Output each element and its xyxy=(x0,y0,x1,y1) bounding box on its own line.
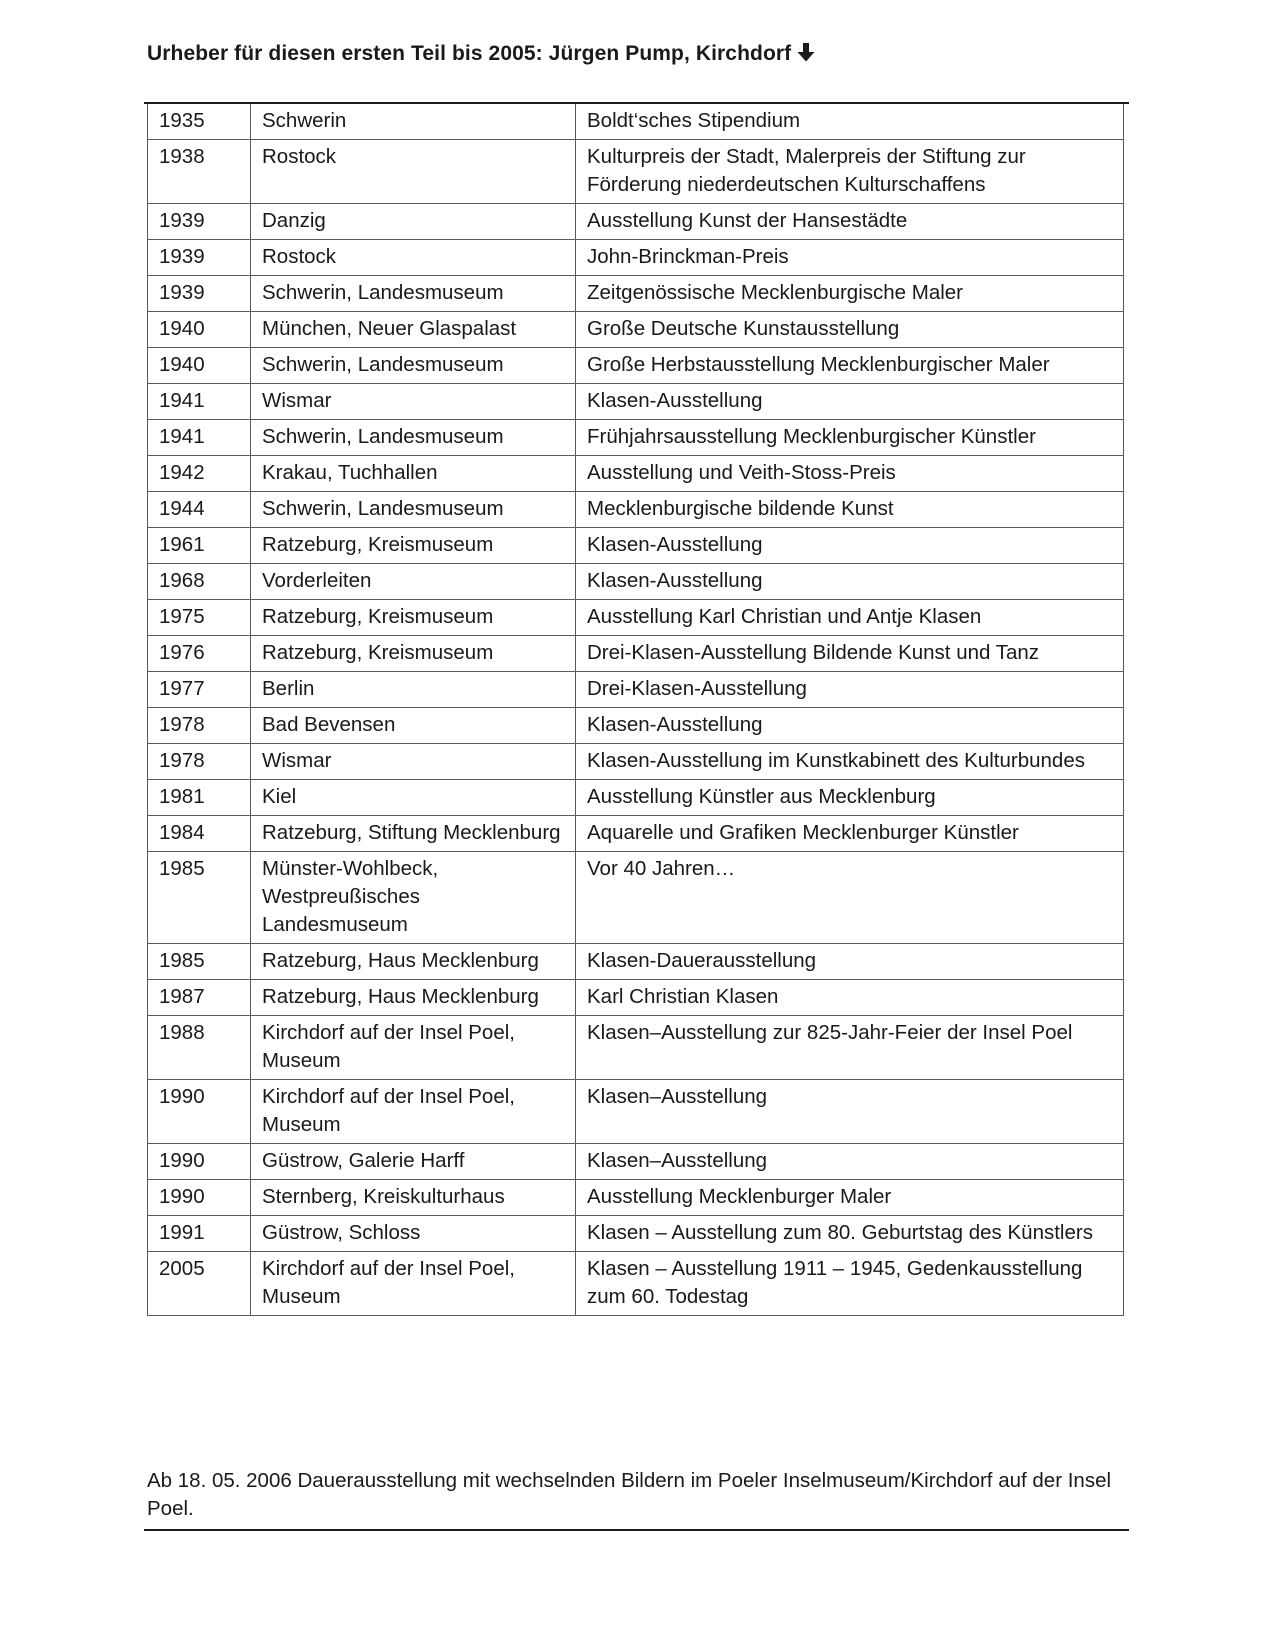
year-cell: 2005 xyxy=(148,1252,251,1316)
bottom-rule xyxy=(144,1529,1129,1531)
year-cell: 1939 xyxy=(148,204,251,240)
event-cell: Große Herbstausstellung Mecklenburgischer Maler xyxy=(576,348,1124,384)
year-cell: 1941 xyxy=(148,420,251,456)
table-row xyxy=(148,744,1124,780)
table-row xyxy=(148,636,1124,672)
year-cell: 1988 xyxy=(148,1016,251,1080)
place-cell: Rostock xyxy=(251,140,576,204)
year-cell: 1942 xyxy=(148,456,251,492)
table-row xyxy=(148,600,1124,636)
place-cell: Krakau, Tuchhallen xyxy=(251,456,576,492)
event-cell: Kulturpreis der Stadt, Malerpreis der Stiftung zur Förderung niederdeutschen Kulturschaffens xyxy=(576,140,1124,204)
event-cell: Aquarelle und Grafiken Mecklenburger Künstler xyxy=(576,816,1124,852)
event-cell: Klasen – Ausstellung 1911 – 1945, Gedenkausstellung zum 60. Todestag xyxy=(576,1252,1124,1316)
year-cell: 1975 xyxy=(148,600,251,636)
arrow-down-icon xyxy=(797,43,815,68)
table-row xyxy=(148,780,1124,816)
place-cell: Schwerin xyxy=(251,104,576,140)
event-cell: Vor 40 Jahren… xyxy=(576,852,1124,944)
footnote: Ab 18. 05. 2006 Dauerausstellung mit wechselnden Bildern im Poeler Inselmuseum/Kirchdorf auf der Insel Poel. xyxy=(147,1469,1112,1520)
place-cell: Schwerin, Landesmuseum xyxy=(251,276,576,312)
event-cell: Ausstellung Mecklenburger Maler xyxy=(576,1180,1124,1216)
event-cell: Klasen-Dauerausstellung xyxy=(576,944,1124,980)
year-cell: 1985 xyxy=(148,944,251,980)
place-cell: Kirchdorf auf der Insel Poel, Museum xyxy=(251,1016,576,1080)
table-row xyxy=(148,348,1124,384)
place-cell: Wismar xyxy=(251,744,576,780)
year-cell: 1990 xyxy=(148,1180,251,1216)
year-cell: 1991 xyxy=(148,1216,251,1252)
table-row xyxy=(148,816,1124,852)
table-row xyxy=(148,204,1124,240)
table-row xyxy=(148,1080,1124,1144)
table-row xyxy=(148,944,1124,980)
event-cell: Ausstellung Karl Christian und Antje Klasen xyxy=(576,600,1124,636)
place-cell: Ratzeburg, Kreismuseum xyxy=(251,600,576,636)
place-cell: Berlin xyxy=(251,672,576,708)
year-cell: 1977 xyxy=(148,672,251,708)
table-row xyxy=(148,492,1124,528)
year-cell: 1987 xyxy=(148,980,251,1016)
year-cell: 1939 xyxy=(148,240,251,276)
table-row xyxy=(148,708,1124,744)
year-cell: 1961 xyxy=(148,528,251,564)
table-row xyxy=(148,276,1124,312)
exhibition-table xyxy=(147,104,1124,1316)
place-cell: Ratzeburg, Haus Mecklenburg xyxy=(251,944,576,980)
event-cell: Frühjahrsausstellung Mecklenburgischer Künstler xyxy=(576,420,1124,456)
table-row xyxy=(148,1252,1124,1316)
year-cell: 1938 xyxy=(148,140,251,204)
table-row xyxy=(148,672,1124,708)
table-row xyxy=(148,384,1124,420)
place-cell: Ratzeburg, Stiftung Mecklenburg xyxy=(251,816,576,852)
place-cell: Danzig xyxy=(251,204,576,240)
place-cell: Kiel xyxy=(251,780,576,816)
table-row xyxy=(148,1216,1124,1252)
place-cell: Schwerin, Landesmuseum xyxy=(251,420,576,456)
place-cell: Rostock xyxy=(251,240,576,276)
event-cell: Klasen-Ausstellung xyxy=(576,384,1124,420)
year-cell: 1984 xyxy=(148,816,251,852)
event-cell: Klasen–Ausstellung zur 825-Jahr-Feier der Insel Poel xyxy=(576,1016,1124,1080)
event-cell: Boldt‘sches Stipendium xyxy=(576,104,1124,140)
place-cell: Bad Bevensen xyxy=(251,708,576,744)
year-cell: 1935 xyxy=(148,104,251,140)
section-heading xyxy=(147,42,815,68)
year-cell: 1941 xyxy=(148,384,251,420)
place-cell: Ratzeburg, Kreismuseum xyxy=(251,528,576,564)
year-cell: 1978 xyxy=(148,744,251,780)
event-cell: Ausstellung Kunst der Hansestädte xyxy=(576,204,1124,240)
table-row xyxy=(148,980,1124,1016)
table-row xyxy=(148,1144,1124,1180)
table-row xyxy=(148,104,1124,140)
event-cell: Klasen – Ausstellung zum 80. Geburtstag des Künstlers xyxy=(576,1216,1124,1252)
place-cell: Schwerin, Landesmuseum xyxy=(251,492,576,528)
table-row xyxy=(148,420,1124,456)
event-cell: John-Brinckman-Preis xyxy=(576,240,1124,276)
year-cell: 1981 xyxy=(148,780,251,816)
year-cell: 1990 xyxy=(148,1144,251,1180)
event-cell: Karl Christian Klasen xyxy=(576,980,1124,1016)
event-cell: Ausstellung und Veith-Stoss-Preis xyxy=(576,456,1124,492)
table-row xyxy=(148,1180,1124,1216)
place-cell: Wismar xyxy=(251,384,576,420)
table-row xyxy=(148,564,1124,600)
year-cell: 1939 xyxy=(148,276,251,312)
event-cell: Mecklenburgische bildende Kunst xyxy=(576,492,1124,528)
year-cell: 1990 xyxy=(148,1080,251,1144)
year-cell: 1940 xyxy=(148,348,251,384)
year-cell: 1968 xyxy=(148,564,251,600)
table-row xyxy=(148,240,1124,276)
place-cell: Güstrow, Galerie Harff xyxy=(251,1144,576,1180)
place-cell: Kirchdorf auf der Insel Poel, Museum xyxy=(251,1252,576,1316)
place-cell: Schwerin, Landesmuseum xyxy=(251,348,576,384)
heading-text: Urheber für diesen ersten Teil bis 2005: Jürgen Pump, Kirchdorf xyxy=(147,42,792,65)
event-cell: Ausstellung Künstler aus Mecklenburg xyxy=(576,780,1124,816)
event-cell: Klasen-Ausstellung xyxy=(576,708,1124,744)
year-cell: 1978 xyxy=(148,708,251,744)
place-cell: Güstrow, Schloss xyxy=(251,1216,576,1252)
event-cell: Klasen-Ausstellung xyxy=(576,564,1124,600)
table-row xyxy=(148,140,1124,204)
year-cell: 1985 xyxy=(148,852,251,944)
place-cell: Sternberg, Kreiskulturhaus xyxy=(251,1180,576,1216)
place-cell: Münster-Wohlbeck, Westpreußisches Landesmuseum xyxy=(251,852,576,944)
event-cell: Drei-Klasen-Ausstellung xyxy=(576,672,1124,708)
place-cell: Vorderleiten xyxy=(251,564,576,600)
table-row xyxy=(148,528,1124,564)
table-row xyxy=(148,456,1124,492)
table-row xyxy=(148,312,1124,348)
place-cell: Ratzeburg, Haus Mecklenburg xyxy=(251,980,576,1016)
event-cell: Große Deutsche Kunstausstellung xyxy=(576,312,1124,348)
event-cell: Klasen–Ausstellung xyxy=(576,1080,1124,1144)
exhibition-table-body xyxy=(148,104,1124,1316)
event-cell: Klasen-Ausstellung im Kunstkabinett des Kulturbundes xyxy=(576,744,1124,780)
event-cell: Klasen-Ausstellung xyxy=(576,528,1124,564)
year-cell: 1944 xyxy=(148,492,251,528)
place-cell: München, Neuer Glaspalast xyxy=(251,312,576,348)
table-row xyxy=(148,1016,1124,1080)
event-cell: Klasen–Ausstellung xyxy=(576,1144,1124,1180)
event-cell: Zeitgenössische Mecklenburgische Maler xyxy=(576,276,1124,312)
place-cell: Ratzeburg, Kreismuseum xyxy=(251,636,576,672)
year-cell: 1940 xyxy=(148,312,251,348)
year-cell: 1976 xyxy=(148,636,251,672)
place-cell: Kirchdorf auf der Insel Poel, Museum xyxy=(251,1080,576,1144)
event-cell: Drei-Klasen-Ausstellung Bildende Kunst und Tanz xyxy=(576,636,1124,672)
table-row xyxy=(148,852,1124,944)
